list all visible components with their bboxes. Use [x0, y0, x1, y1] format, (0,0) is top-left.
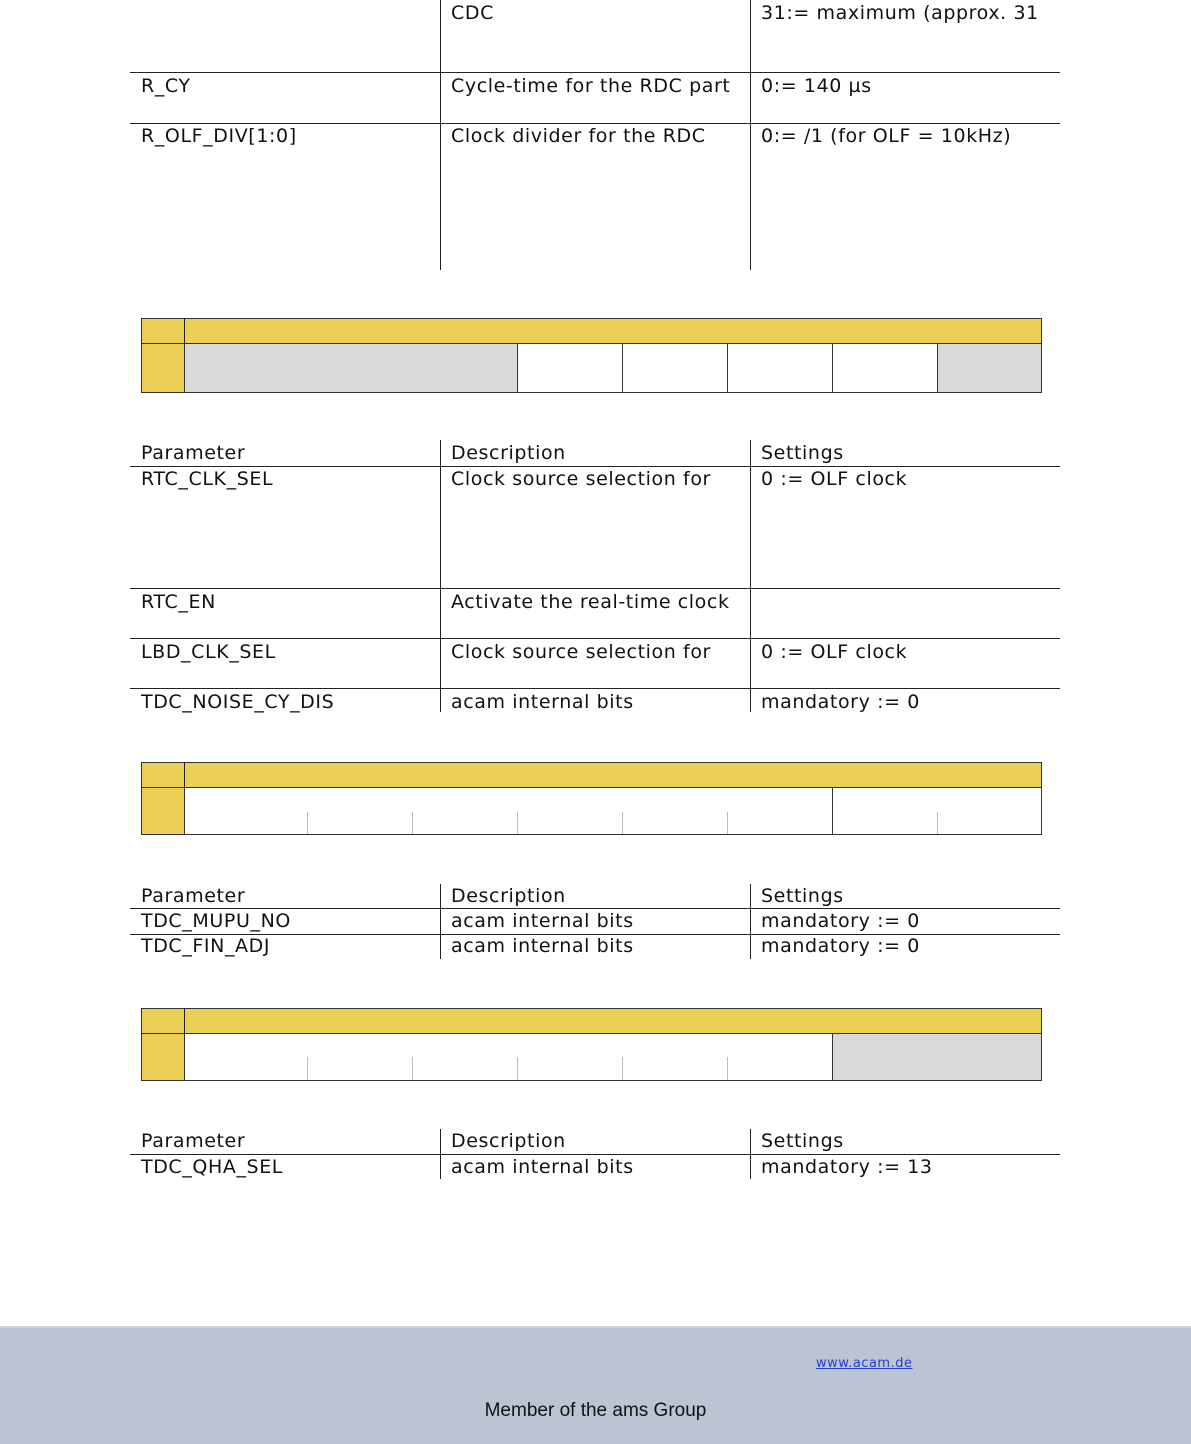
- register-divider: [184, 1008, 185, 1034]
- row-divider: [130, 908, 1060, 909]
- table-cell-parameter: TDC_MUPU_NO: [141, 910, 291, 932]
- table-cell-settings: 0:= 140 µs: [761, 75, 872, 97]
- register-header-bar: [141, 762, 1042, 788]
- bit-tick: [412, 812, 413, 834]
- row-divider: [130, 638, 1060, 639]
- table-cell-description: Activate the real-time clock: [451, 591, 730, 613]
- header-description: Description: [451, 885, 566, 907]
- register-header-bar: [141, 1008, 1042, 1034]
- table-cell-parameter: R_CY: [141, 75, 191, 97]
- row-divider: [130, 72, 1060, 73]
- register-bit-cell: [517, 343, 623, 393]
- header-description: Description: [451, 1130, 566, 1152]
- header-settings: Settings: [761, 885, 844, 907]
- footer-member-text: Member of the ams Group: [484, 1400, 707, 1421]
- bit-tick: [517, 1057, 518, 1080]
- register-reserved-bits: [184, 343, 518, 393]
- bit-tick: [727, 1057, 728, 1080]
- register-field: [184, 787, 833, 835]
- table-cell-settings: 31:= maximum (approx. 31: [761, 2, 1039, 24]
- table-cell-parameter: RTC_EN: [141, 591, 216, 613]
- row-divider: [130, 688, 1060, 689]
- column-divider: [750, 884, 751, 959]
- table-cell-settings: mandatory := 0: [761, 935, 920, 957]
- bit-tick: [307, 812, 308, 834]
- website-link[interactable]: www.acam.de: [816, 1356, 913, 1371]
- header-description: Description: [451, 442, 566, 464]
- header-settings: Settings: [761, 1130, 844, 1152]
- table-cell-parameter: TDC_FIN_ADJ: [141, 935, 271, 957]
- bit-tick: [727, 812, 728, 834]
- table-cell-parameter: R_OLF_DIV[1:0]: [141, 125, 297, 147]
- table-cell-parameter: TDC_QHA_SEL: [141, 1156, 283, 1178]
- register-header-bar: [141, 318, 1042, 344]
- bit-tick: [622, 1057, 623, 1080]
- register-bit-cell: [832, 343, 938, 393]
- table-cell-parameter: TDC_NOISE_CY_DIS: [141, 691, 335, 713]
- header-parameter: Parameter: [141, 442, 246, 464]
- register-index-cell: [141, 787, 185, 835]
- table-cell-description: acam internal bits: [451, 1156, 634, 1178]
- register-reserved-bits: [832, 1033, 1042, 1081]
- register-field: [184, 1033, 833, 1081]
- register-divider: [184, 762, 185, 788]
- table-cell-settings: 0 := OLF clock: [761, 641, 908, 663]
- header-parameter: Parameter: [141, 1130, 246, 1152]
- row-divider: [130, 123, 1060, 124]
- header-settings: Settings: [761, 442, 844, 464]
- table-cell-settings: mandatory := 13: [761, 1156, 933, 1178]
- table-cell-settings: 0 := OLF clock: [761, 468, 908, 490]
- column-divider: [440, 0, 441, 270]
- table-cell-settings: 0:= /1 (for OLF = 10kHz): [761, 125, 1012, 147]
- register-divider: [184, 318, 185, 344]
- row-divider: [130, 466, 1060, 467]
- register-bit-cell: [727, 343, 833, 393]
- register-index-cell: [141, 343, 185, 393]
- bit-tick: [622, 812, 623, 834]
- column-divider: [750, 440, 751, 712]
- table-cell-description: acam internal bits: [451, 935, 634, 957]
- table-cell-settings: mandatory := 0: [761, 910, 920, 932]
- register-bit-cell: [622, 343, 728, 393]
- table-cell-description: Clock source selection for: [451, 641, 711, 663]
- bit-tick: [307, 1057, 308, 1080]
- bit-tick: [412, 1057, 413, 1080]
- column-divider: [440, 884, 441, 959]
- bit-tick: [937, 812, 938, 834]
- page-footer: [0, 1326, 1191, 1444]
- table-cell-description: Clock divider for the RDC: [451, 125, 706, 147]
- row-divider: [130, 588, 1060, 589]
- table-cell-description: Cycle-time for the RDC part: [451, 75, 731, 97]
- table-cell-parameter: LBD_CLK_SEL: [141, 641, 276, 663]
- table-cell-description: acam internal bits: [451, 910, 634, 932]
- row-divider: [130, 1154, 1060, 1155]
- table-cell-settings: mandatory := 0: [761, 691, 920, 713]
- column-divider: [440, 440, 441, 712]
- bit-tick: [517, 812, 518, 834]
- table-cell-description: Clock source selection for: [451, 468, 711, 490]
- header-parameter: Parameter: [141, 885, 246, 907]
- register-index-cell: [141, 1033, 185, 1081]
- register-reserved-bits: [937, 343, 1042, 393]
- table-cell-description: CDC: [451, 2, 494, 24]
- column-divider: [750, 0, 751, 270]
- table-cell-parameter: RTC_CLK_SEL: [141, 468, 274, 490]
- table-cell-description: acam internal bits: [451, 691, 634, 713]
